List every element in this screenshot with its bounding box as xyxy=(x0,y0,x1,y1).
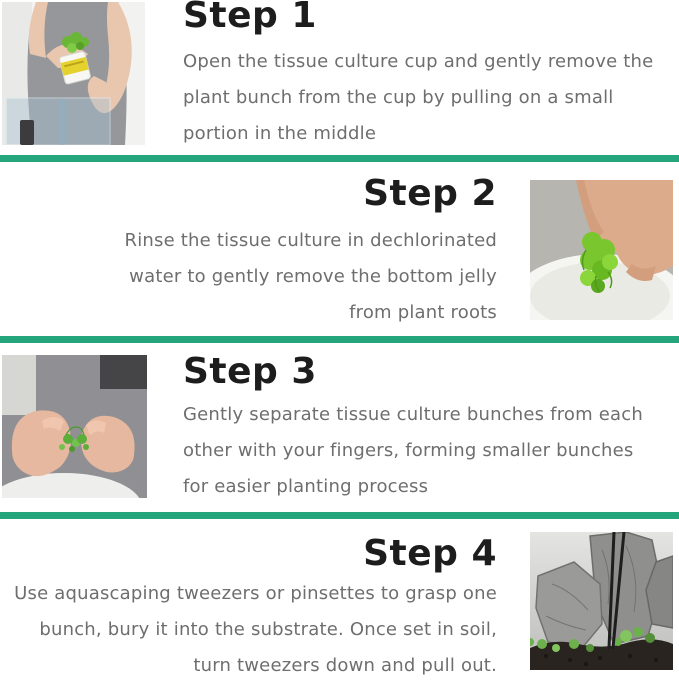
tissue-culture-cup-photo-illustration xyxy=(2,2,145,145)
step-4-section xyxy=(0,519,679,678)
green-divider xyxy=(0,512,679,519)
step-3-line-2: other with your fingers, forming smaller bunches xyxy=(183,440,634,461)
green-divider xyxy=(0,336,679,343)
step-4-line-1: Use aquascaping tweezers or pinsettes to grasp one xyxy=(14,583,497,604)
step-2-line-1: Rinse the tissue culture in dechlorinated xyxy=(124,230,497,251)
step-3-photo xyxy=(2,355,147,498)
step-2-photo xyxy=(530,180,673,320)
separating-bunches-photo-illustration xyxy=(2,355,147,498)
step-1-title: Step 1 xyxy=(183,0,317,36)
step-3-line-1: Gently separate tissue culture bunches from each xyxy=(183,404,643,425)
planting-with-tweezers-photo-illustration xyxy=(530,532,673,670)
step-2-section xyxy=(0,162,679,336)
step-3-title: Step 3 xyxy=(183,351,317,392)
step-1-description xyxy=(183,44,653,152)
step-4-line-2: bunch, bury it into the substrate. Once set in soil, xyxy=(39,619,497,640)
step-1-line-3: portion in the middle xyxy=(183,123,377,144)
step-2-description xyxy=(125,223,498,331)
step-3-section xyxy=(0,343,679,512)
step-1-line-2: plant bunch from the cup by pulling on a small xyxy=(183,87,614,108)
step-4-description xyxy=(14,576,497,684)
step-3-description xyxy=(183,397,643,505)
step-1-section xyxy=(0,0,679,155)
step-3-line-3: for easier planting process xyxy=(183,476,429,497)
step-4-photo xyxy=(530,532,673,670)
rinsing-plant-photo-illustration xyxy=(530,180,673,320)
step-2-line-2: water to gently remove the bottom jelly xyxy=(129,266,497,287)
green-divider xyxy=(0,155,679,162)
step-2-line-3: from plant roots xyxy=(349,302,497,323)
step-4-line-3: turn tweezers down and pull out. xyxy=(193,655,497,676)
step-1-photo xyxy=(2,2,145,145)
step-2-title: Step 2 xyxy=(363,173,497,214)
step-4-title: Step 4 xyxy=(363,533,497,574)
step-1-line-1: Open the tissue culture cup and gently remove the xyxy=(183,51,654,72)
